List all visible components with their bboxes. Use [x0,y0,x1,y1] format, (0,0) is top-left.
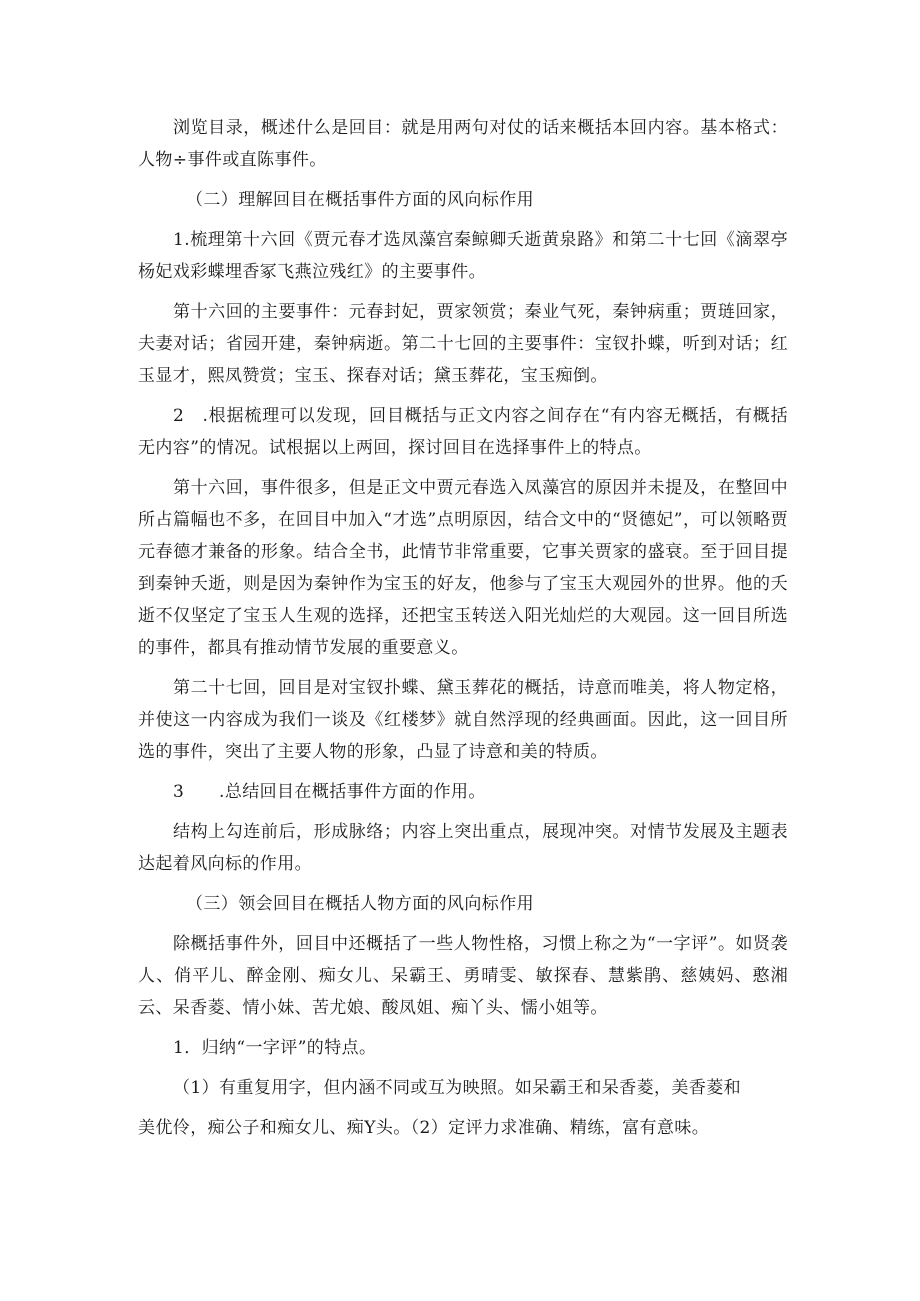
paragraph-point-1-line-1: （1）有重复用字，但内涵不同或互为映照。如呆霸王和呆香菱，美香菱和 [173,1078,742,1098]
paragraph-intro: 浏览目录，概述什么是回目：就是用两句对仗的话来概括本回内容。基本格式：人物÷事件或直陈事件。 [138,118,788,170]
paragraph-task-1: 1.梳理第十六回《贾元春才选凤藻宫秦鲸卿夭逝黄泉路》和第二十七回《滴翠亭杨妃戏彩蝶埋香冢飞燕泣残红》的主要事件。 [138,230,788,282]
paragraph-chapter-16: 第十六回，事件很多，但是正文中贾元春选入凤藻宫的原因并未提及，在整回中所占篇幅也不多，在回目中加入“才选”点明原因，结合文中的“贤德妃”，可以领略贾元春德才兼备的形象。结合全书，此情节非常重要，它事关贾家的盛衰。至于回目提到秦钟夭逝，则是因为秦钟作为宝玉的好友，他参与了宝玉大观园外的世界。他的夭逝不仅坚定了宝玉人生观的选择，还把宝玉转送入阳光灿烂的大观园。这一回目所选的事件，都具有推动情节发展的重要意义。 [138,478,788,658]
paragraph-task-3: 3 .总结回目在概括事件方面的作用。 [173,782,486,802]
paragraph-chapter-27: 第二十七回，回目是对宝钗扑蝶、黛玉葬花的概括，诗意而唯美，将人物定格，并使这一内容成为我们一谈及《红楼梦》就自然浮现的经典画面。因此，这一回目所选的事件，突出了主要人物的形象，凸显了诗意和美的特质。 [138,678,788,762]
paragraph-one-word-review: 除概括事件外，回目中还概括了一些人物性格，习惯上称之为“一字评”。如贤袭人、俏平儿、醉金刚、痴女儿、呆霸王、勇晴雯、敏探春、慧紫鹃、慈姨妈、憨湘云、呆香菱、情小妹、苦尤娘、酸凤姐、痴丫头、懦小姐等。 [138,934,788,1018]
paragraph-summary: 结构上勾连前后，形成脉络；内容上突出重点，展现冲突。对情节发展及主题表达起着风向标的作用。 [138,822,788,874]
paragraph-point-1-line-2: 美优伶，痴公子和痴女儿、痴Y头。（2）定评力求准确、精练，富有意味。 [138,1118,710,1138]
paragraph-task-2: 2 .根据梳理可以发现，回目概括与正文内容之间存在“有内容无概括，有概括无内容”的情况。试根据以上两回，探讨回目在选择事件上的特点。 [138,406,788,458]
section-heading-3: （三）领会回目在概括人物方面的风向标作用 [186,894,534,914]
paragraph-task-summarize: 1．归纳“一字评”的特点。 [173,1038,377,1058]
section-heading-2: （二）理解回目在概括事件方面的风向标作用 [186,190,534,210]
paragraph-events: 第十六回的主要事件：元春封妃，贾家领赏；秦业气死，秦钟病重；贾琏回家，夫妻对话；省园开建，秦钟病逝。第二十七回的主要事件：宝钗扑蝶，听到对话；红玉显才，熙凤赞赏；宝玉、探春对话；黛玉葬花，宝玉痴倒。 [138,302,788,386]
